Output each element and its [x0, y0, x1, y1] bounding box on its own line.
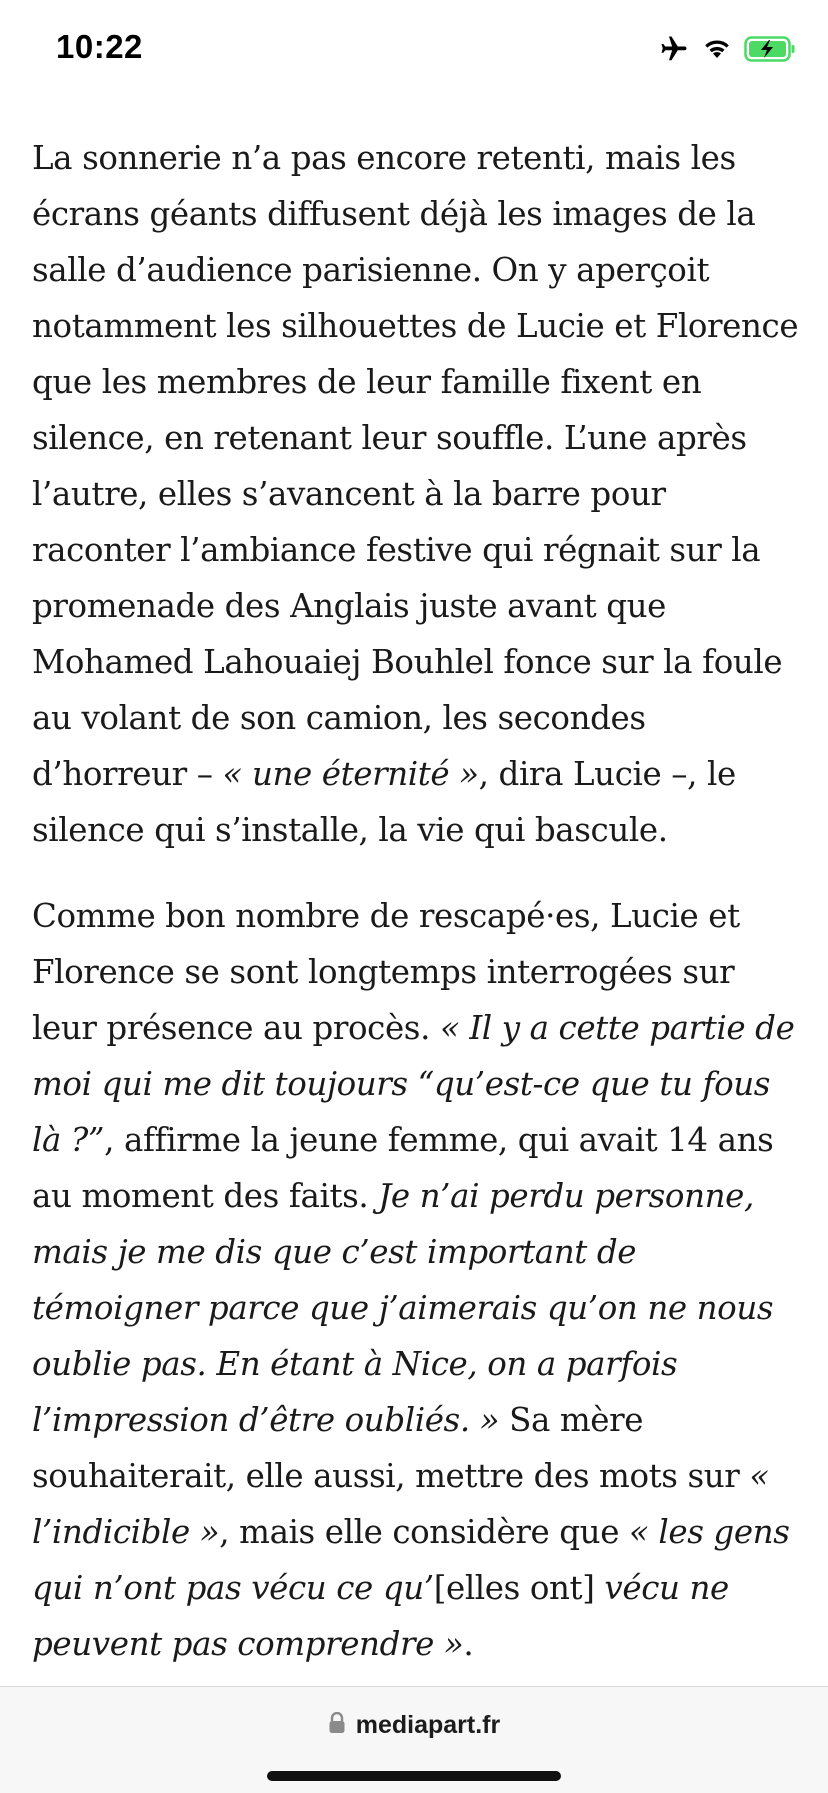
battery-charging-icon [744, 36, 796, 62]
text-segment: , mais elle considère que [219, 1513, 629, 1551]
url-text[interactable]: mediapart.fr [355, 1711, 501, 1739]
address-bar[interactable] [0, 1711, 828, 1740]
text-segment: , affirme la jeune femme, qui avait 14 ans au moment des faits. [32, 1121, 774, 1215]
italic-quote: Je n’ai perdu personne, mais je me dis que c’est important de témoigner parce que j’aimerais qu’on ne nous oublie pas. En étant à Nice, on a parfois l’impression d’être oubliés. » [32, 1177, 774, 1439]
text-segment: [elles ont] [433, 1569, 595, 1607]
italic-quote: « l’indicible » [32, 1457, 769, 1551]
italic-quote: vécu ne peuvent pas comprendre » [32, 1569, 729, 1663]
article-paragraph [32, 888, 800, 1672]
home-indicator[interactable] [267, 1771, 561, 1781]
text-segment: La sonnerie n’a pas encore retenti, mais les écrans géants diffusent déjà les images de la salle d’audience parisienne. On y aperçoit notamment les silhouettes de Lucie et Florence que les membres de leur famille fixent en silence, en retenant leur souffle. L’une après l’autre, elles s’avancent à la barre pour raconter l’ambiance festive qui régnait sur la promenade des Anglais juste avant que Mohamed Lahouaiej Bouhlel fonce sur la foule au volant de son camion, les secondes d’horreur – [32, 139, 799, 793]
browser-bottom-bar [0, 1686, 828, 1793]
status-icons [658, 34, 796, 64]
italic-quote: « une éternité » [222, 755, 479, 793]
article-body [32, 130, 800, 1702]
text-segment: , dira Lucie –, le silence qui s’installe, la vie qui bascule. [32, 755, 736, 849]
text-segment: Sa mère souhaiterait, elle aussi, mettre des mots sur [32, 1401, 750, 1495]
article-paragraph [32, 130, 800, 858]
lock-icon [328, 1712, 346, 1739]
italic-quote: « les gens qui n’ont pas vécu ce qu’ [32, 1513, 790, 1607]
text-segment: . [463, 1625, 474, 1663]
text-segment: Comme bon nombre de rescapé·es, Lucie et Florence se sont longtemps interrogées sur leur présence au procès. [32, 897, 740, 1047]
status-time: 10:22 [56, 28, 143, 65]
status-bar [0, 0, 828, 100]
airplane-icon [658, 34, 690, 64]
italic-quote: « Il y a cette partie de moi qui me dit toujours “qu’est-ce que tu fous là ?” [32, 1009, 795, 1159]
wifi-icon [702, 37, 732, 61]
